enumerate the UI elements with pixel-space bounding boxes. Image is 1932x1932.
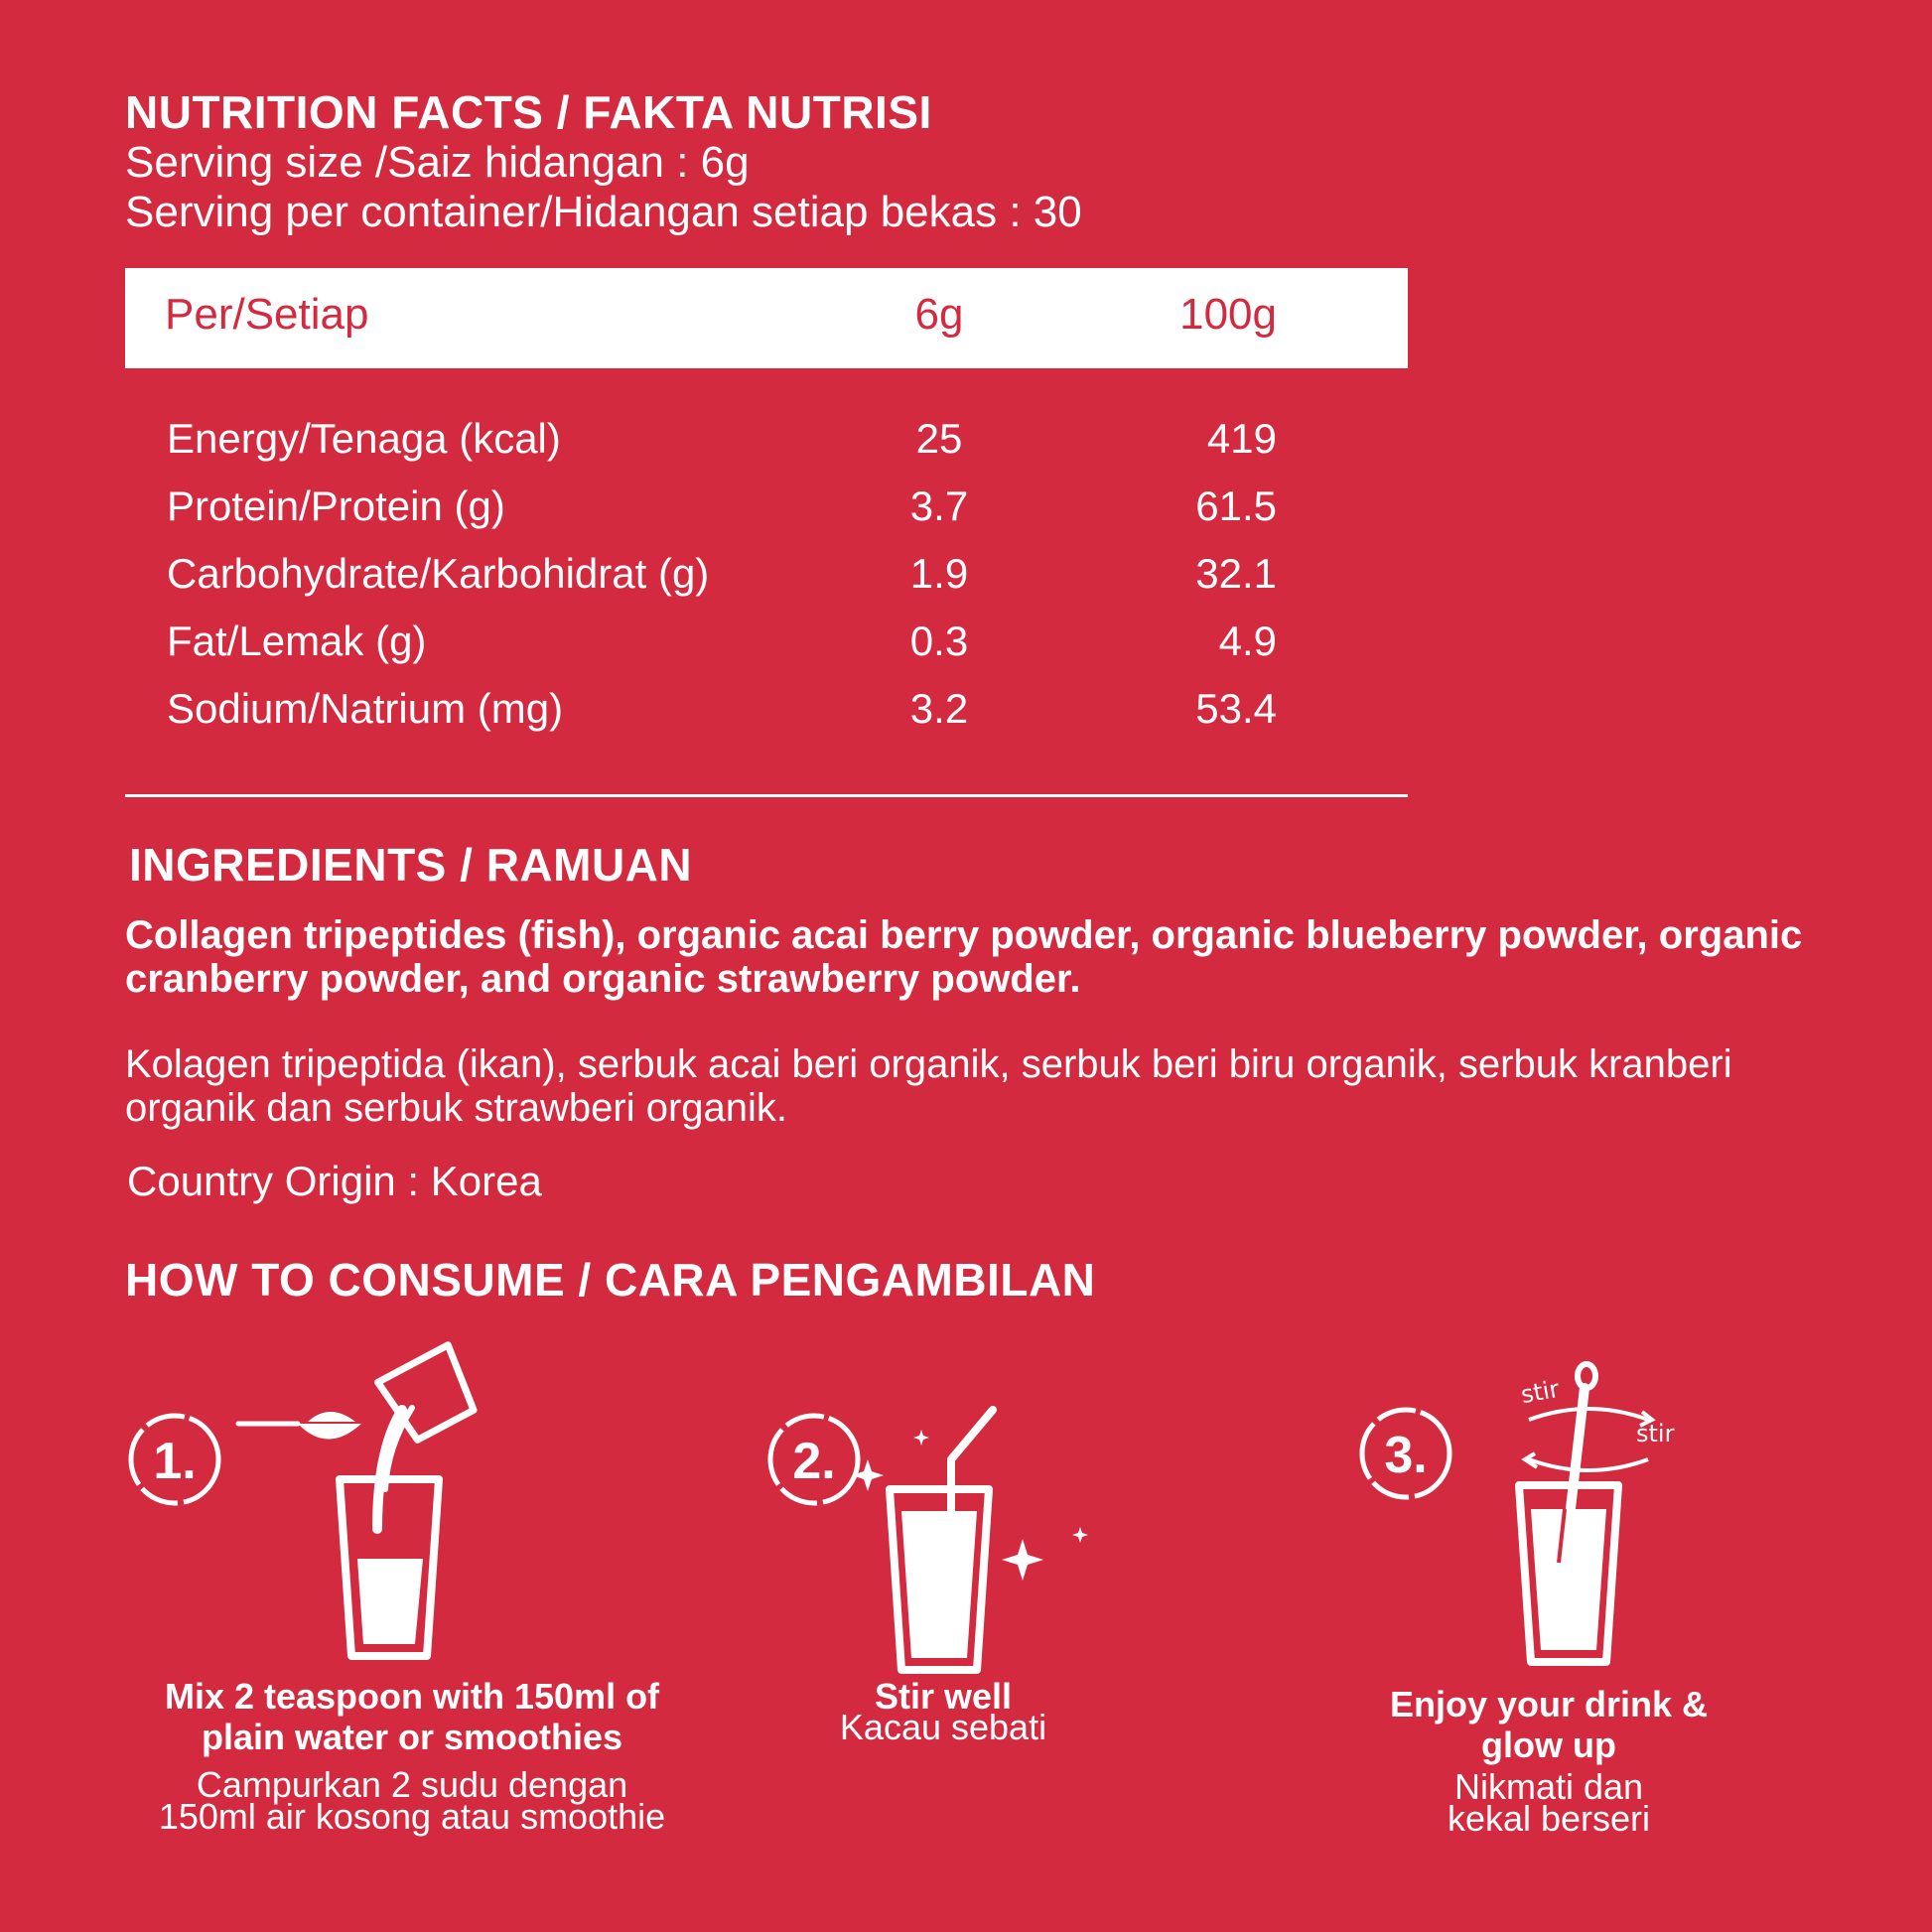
header-6g: 6g [914,290,964,339]
pour-powder-glass-icon [228,1330,526,1668]
step-1-number-badge [125,1410,224,1509]
nutrient-name: Sodium/Natrium (mg) [167,685,564,732]
ingredients-english: Collagen tripeptides (fish), organic acai berry powder, organic blueberry powder, organic cranberry powder, and organic strawberry powder. [125,913,1803,1001]
value-per-100g: 32.1 [1195,550,1277,597]
country-origin: Country Origin : Korea [127,1158,542,1204]
nutrition-row-fat [125,618,1316,677]
step-2-malay: Kacau sebati [839,1707,1047,1747]
ingredients-malay: Kolagen tripeptida (ikan), serbuk acai beri organik, serbuk beri biru organik, serbuk kranberi organik dan serbuk strawberi organik. [125,1042,1732,1130]
step-2-number: 2. [792,1433,836,1490]
glass-with-straw-icon [834,1400,1092,1678]
step-1-number: 1. [153,1433,197,1490]
step-1-english: Mix 2 teaspoon with 150ml of plain water or smoothies [164,1676,660,1757]
value-per-6g: 0.3 [909,618,969,664]
nutrition-title: NUTRITION FACTS / FAKTA NUTRISI [125,86,932,138]
consume-title: HOW TO CONSUME / CARA PENGAMBILAN [125,1254,1096,1306]
value-per-6g: 25 [915,415,963,462]
step-3-number: 3. [1384,1427,1428,1484]
value-per-6g: 3.7 [909,483,969,529]
step-2-english: Stir well [874,1676,1013,1717]
step-3-number-badge [1356,1404,1455,1503]
stir-label-left: stir [1518,1374,1562,1410]
nutrient-name: Carbohydrate/Karbohidrat (g) [167,550,710,597]
stir-label-right: stir [1636,1420,1675,1448]
nutrient-name: Protein/Protein (g) [167,483,505,529]
nutrient-name: Energy/Tenaga (kcal) [167,415,561,462]
value-per-6g: 3.2 [909,685,969,732]
nutrition-table-header [125,268,1408,368]
step-3-english: Enjoy your drink & glow up [1389,1684,1709,1765]
step-3-malay: Nikmati dan kekal berseri [1447,1766,1651,1839]
header-100g: 100g [1179,290,1277,339]
nutrition-row-carbohydrate [125,550,1316,610]
nutrition-row-protein [125,483,1316,542]
nutrition-row-sodium [125,685,1316,745]
value-per-6g: 1.9 [909,550,969,597]
nutrient-name: Fat/Lemak (g) [167,618,427,664]
ingredients-title: INGREDIENTS / RAMUAN [129,839,693,891]
value-per-100g: 4.9 [1218,618,1277,664]
stirring-glass-icon [1499,1364,1678,1672]
value-per-100g: 419 [1206,415,1277,462]
section-divider [125,794,1408,797]
serving-size: Serving size /Saiz hidangan : 6g [125,138,750,187]
header-per-label: Per/Setiap [165,290,369,339]
value-per-100g: 53.4 [1195,685,1277,732]
nutrition-row-energy [125,415,1316,475]
step-1-malay: Campurkan 2 sudu dengan 150ml air kosong atau smoothie [158,1764,666,1837]
value-per-100g: 61.5 [1195,483,1277,529]
servings-per-container: Serving per container/Hidangan setiap bekas : 30 [125,188,1082,236]
